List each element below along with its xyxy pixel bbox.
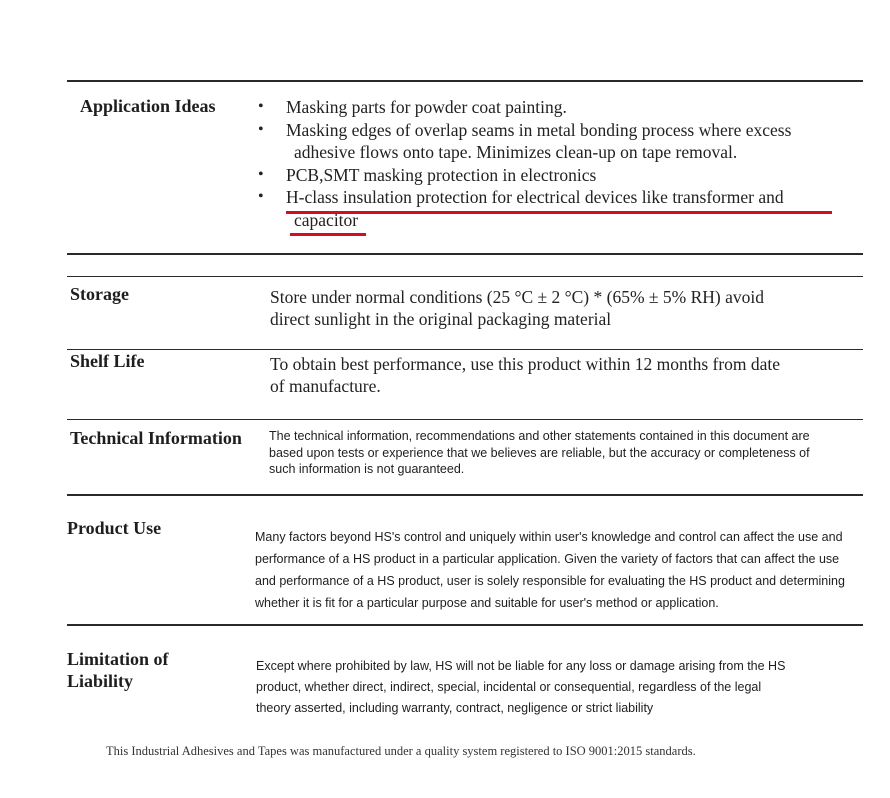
highlight-underline-line1: [286, 211, 832, 214]
top-divider: [67, 80, 863, 82]
technical-information-text: The technical information, recommendations and other statements contained in this document are based upon tests or experience that we believes are reliable, but the accuracy or completeness of such information is not guaranteed.: [269, 429, 810, 476]
application-ideas-heading: Application Ideas: [80, 96, 216, 116]
section-divider: [67, 349, 863, 350]
storage-text: Store under normal conditions (25 °C ± 2 °C) * (65% ± 5% RH) avoid direct sunlight in the original packaging material: [270, 287, 764, 329]
list-item: • PCB,SMT masking protection in electronics: [258, 164, 858, 187]
product-use-heading: Product Use: [67, 518, 162, 538]
section-divider: [67, 419, 863, 420]
list-item: • Masking edges of overlap seams in metal bonding process where excess adhesive flows onto tape. Minimizes clean-up on tape removal.: [258, 119, 858, 164]
section-divider: [67, 253, 863, 255]
limitation-of-liability-heading: Limitation of Liability: [67, 649, 169, 691]
limitation-of-liability-text: Except where prohibited by law, HS will not be liable for any loss or damage arising from the HS product, whether direct, indirect, special, incidental or consequential, regardless of the legal theory asserted, including warranty, contract, negligence or strict liability: [256, 659, 786, 715]
shelf-life-heading: Shelf Life: [70, 351, 145, 371]
footer-note: This Industrial Adhesives and Tapes was manufactured under a quality system registered to ISO 9001:2015 standards.: [106, 744, 696, 758]
technical-information-heading: Technical Information: [70, 428, 242, 448]
list-item-highlighted: • H-class insulation protection for electrical devices like transformer and capacitor: [258, 186, 858, 231]
highlight-underline-line2: [290, 233, 366, 236]
list-item: • Masking parts for powder coat painting.: [258, 96, 858, 119]
section-divider: [67, 276, 863, 277]
section-divider: [67, 624, 863, 626]
product-use-text: Many factors beyond HS's control and uniquely within user's knowledge and control can affect the use and performance of a HS product in a particular application. Given the variety of factors that can affect the use and performance of a HS product, user is solely responsible for evaluating the HS product and determining whether it is fit for a particular purpose and suitable for user's method or application.: [255, 530, 845, 610]
shelf-life-text: To obtain best performance, use this product within 12 months from date of manufacture.: [270, 354, 781, 396]
section-divider: [67, 494, 863, 496]
storage-heading: Storage: [70, 284, 129, 304]
